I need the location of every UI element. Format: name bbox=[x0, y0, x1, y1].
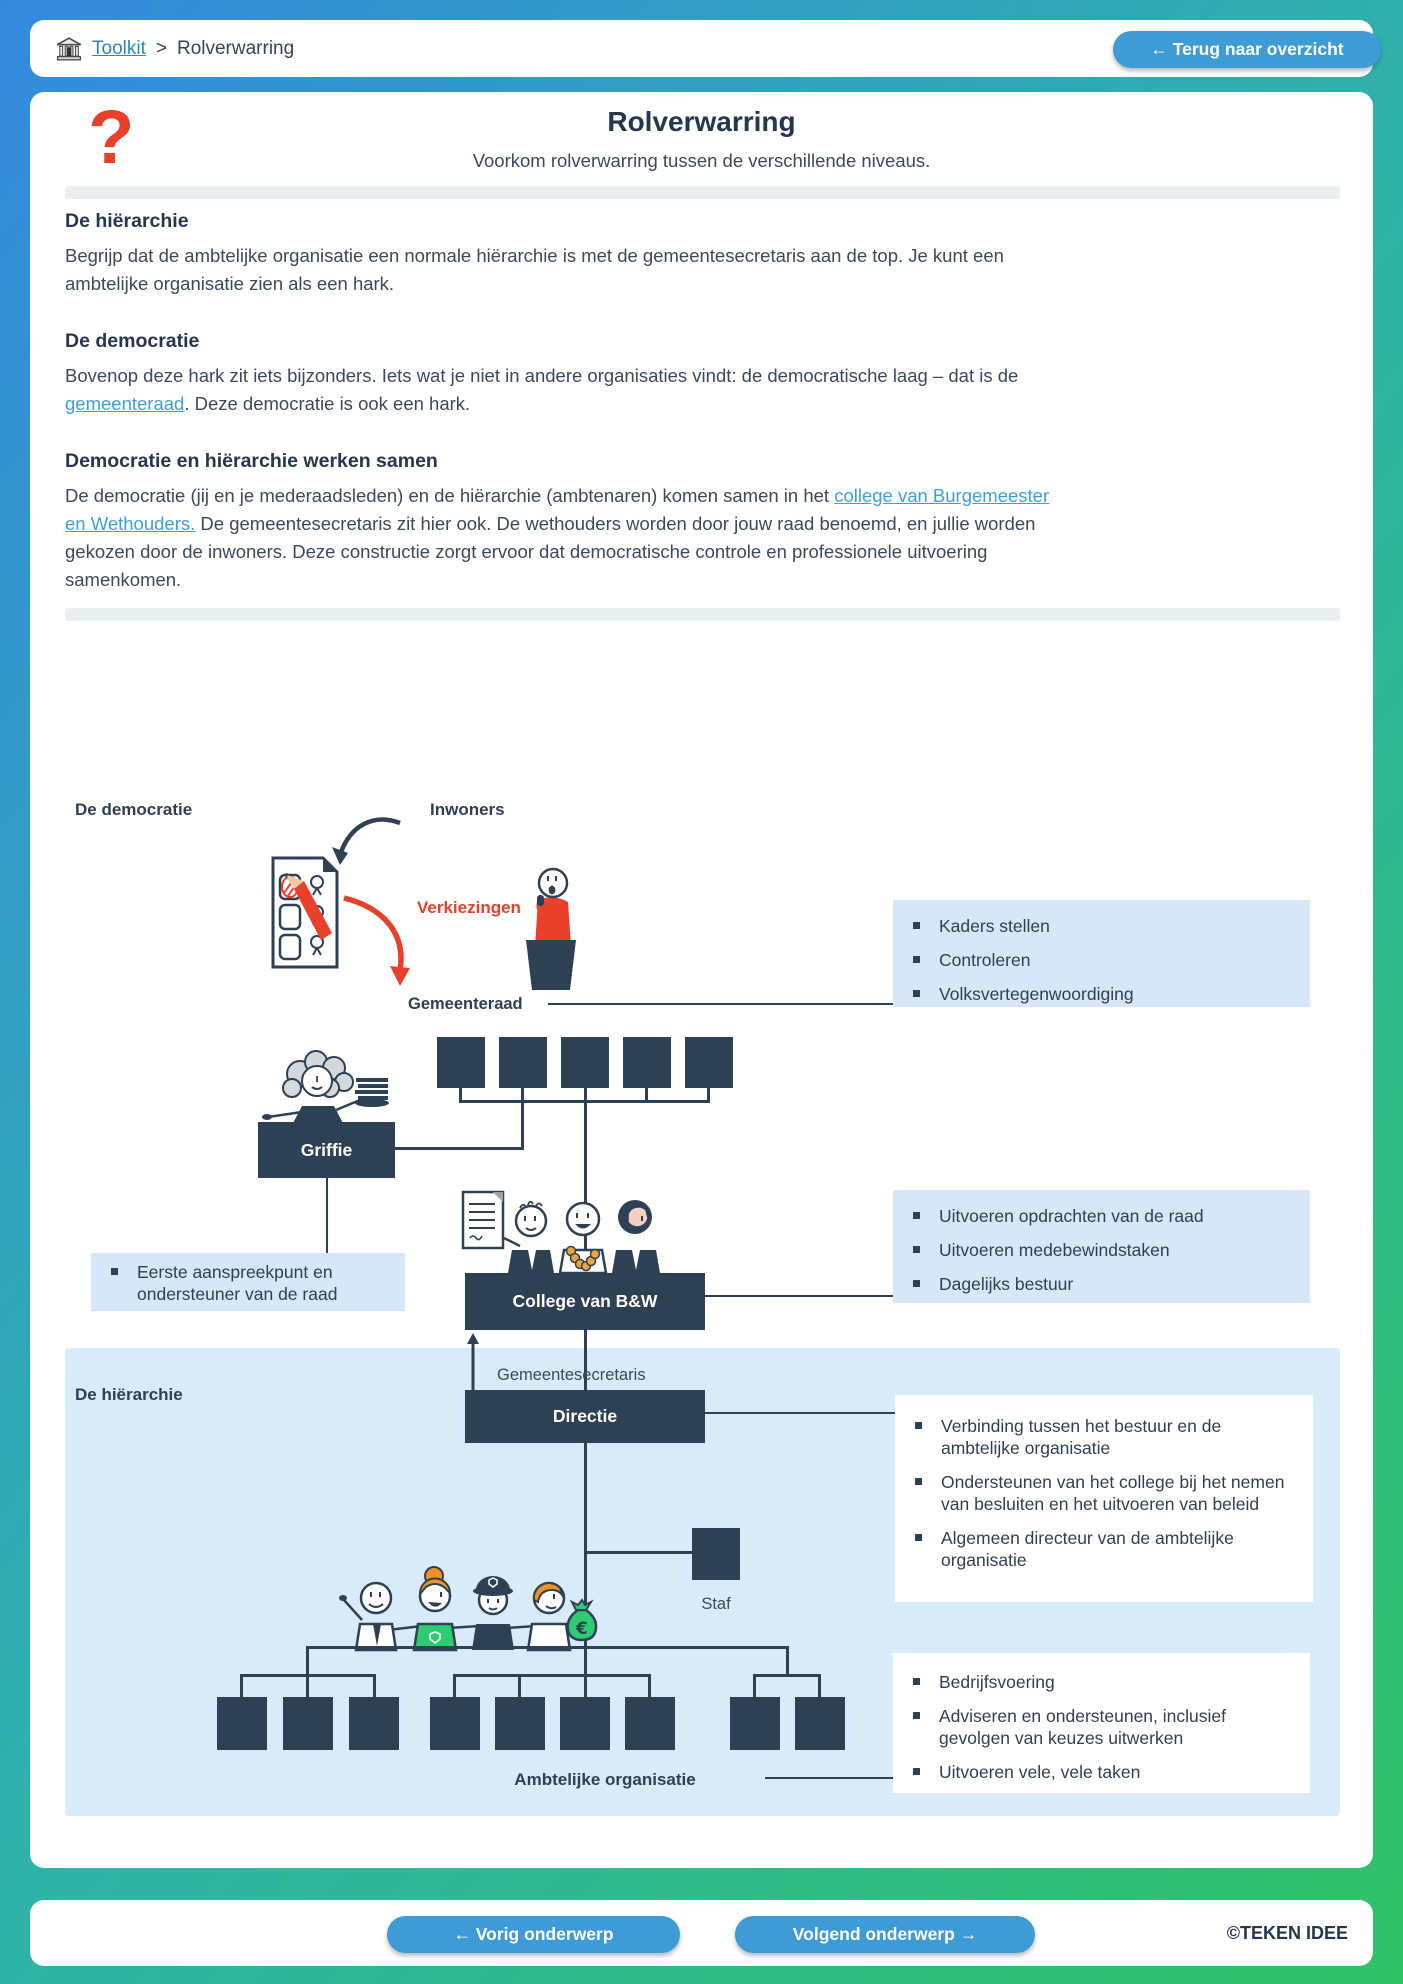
copyright-text: ©TEKEN IDEE bbox=[1226, 1923, 1348, 1943]
body-text: De democratie (jij en je mederaadsleden) en de hiërarchie (ambtenaren) komen samen in het bbox=[65, 485, 835, 506]
body-text: De gemeentesecretaris zit hier ook. De wethouders worden door jouw raad benoemd, en jullie worden gekozen door de inwoners. Deze constructie zorgt ervoor dat democratische controle en professionele uitvoering samenkomen. bbox=[65, 513, 1036, 590]
bullet-item bbox=[913, 1705, 1296, 1749]
gemeentesecretaris-label: Gemeentesecretaris bbox=[497, 1366, 646, 1384]
raad-member-square bbox=[437, 1037, 485, 1088]
diagram-ambtelijke-label: Ambtelijke organisatie bbox=[514, 1770, 696, 1789]
bullet-square-icon bbox=[915, 1478, 922, 1485]
connector-line bbox=[818, 1674, 821, 1697]
org-unit-square bbox=[560, 1697, 610, 1750]
college-box: College van B&W bbox=[465, 1273, 705, 1330]
bullet-text: Volksvertegenwoordiging bbox=[939, 984, 1134, 1004]
connector-line bbox=[585, 1551, 692, 1554]
bullet-text: Controleren bbox=[939, 950, 1031, 970]
diagram-verkiezingen-label: Verkiezingen bbox=[417, 898, 521, 917]
bullet-text: Uitvoeren opdrachten van de raad bbox=[939, 1206, 1204, 1226]
verkiezingen-arrow-icon bbox=[338, 888, 420, 988]
connector-line bbox=[453, 1674, 456, 1697]
diagram-democracy-label: De democratie bbox=[75, 800, 193, 819]
bullet-square-icon bbox=[913, 956, 920, 963]
bullet-item bbox=[913, 915, 1296, 937]
bullet-item bbox=[913, 1239, 1296, 1261]
connector-line bbox=[394, 1147, 524, 1150]
connector-line bbox=[240, 1674, 376, 1677]
bank-building-icon bbox=[56, 37, 82, 61]
bullet-text: Uitvoeren medebewindstaken bbox=[939, 1240, 1170, 1260]
bullet-text: Bedrijfsvoering bbox=[939, 1672, 1055, 1692]
section-samen-body bbox=[65, 482, 1050, 594]
diagram-hierarchy-label: De hiërarchie bbox=[75, 1385, 183, 1404]
bullet-square-icon bbox=[913, 1712, 920, 1719]
connector-line bbox=[240, 1674, 243, 1697]
diagram-gemeenteraad-label: Gemeenteraad bbox=[408, 995, 523, 1013]
bullet-item bbox=[111, 1261, 391, 1305]
college-link[interactable]: college van Burgemeester en Wethouders. bbox=[65, 485, 1050, 534]
bullet-text: Kaders stellen bbox=[939, 916, 1050, 936]
org-unit-square bbox=[217, 1697, 267, 1750]
bullet-text: Ondersteunen van het college bij het nemen van besluiten en het uitvoeren van beleid bbox=[941, 1472, 1285, 1514]
bullet-text: Eerste aanspreekpunt en ondersteuner van de raad bbox=[137, 1262, 338, 1304]
back-to-overview-button[interactable]: ← Terug naar overzicht bbox=[1113, 31, 1381, 68]
connector-line bbox=[786, 1646, 789, 1676]
bullet-item bbox=[913, 1205, 1296, 1227]
staf-square bbox=[692, 1528, 740, 1580]
raad-member-square bbox=[623, 1037, 671, 1088]
connector-line bbox=[705, 1295, 893, 1297]
raad-member-square bbox=[499, 1037, 547, 1088]
connector-line bbox=[648, 1674, 651, 1697]
bullet-text: Dagelijks bestuur bbox=[939, 1274, 1074, 1294]
connector-line bbox=[373, 1674, 376, 1697]
question-mark-icon: ? bbox=[88, 95, 135, 180]
bullet-square-icon bbox=[111, 1268, 118, 1275]
next-topic-button[interactable]: Volgend onderwerp → bbox=[735, 1916, 1035, 1953]
bullet-square-icon bbox=[915, 1422, 922, 1429]
breadcrumb-toolkit-link[interactable]: Toolkit bbox=[92, 37, 146, 59]
org-unit-square bbox=[430, 1697, 480, 1750]
separator bbox=[65, 608, 1340, 621]
bullet-item bbox=[913, 1671, 1296, 1693]
bullet-item bbox=[915, 1527, 1299, 1571]
diagram-inwoners-label: Inwoners bbox=[430, 800, 505, 819]
connector-line bbox=[753, 1674, 821, 1677]
connector-line bbox=[518, 1674, 521, 1697]
connector-line bbox=[753, 1674, 756, 1697]
bullet-square-icon bbox=[913, 922, 920, 929]
college-tasks-box bbox=[893, 1190, 1310, 1303]
connector-line bbox=[453, 1674, 651, 1677]
org-unit-square bbox=[349, 1697, 399, 1750]
bullet-square-icon bbox=[913, 990, 920, 997]
prev-topic-button[interactable]: ← Vorig onderwerp bbox=[387, 1916, 680, 1953]
breadcrumb-bar bbox=[30, 20, 1373, 77]
body-text: . Deze democratie is ook een hark. bbox=[184, 393, 471, 414]
bullet-text: Verbinding tussen het bestuur en de ambtelijke organisatie bbox=[941, 1416, 1222, 1458]
speaker-figure bbox=[520, 866, 582, 991]
bullet-text: Adviseren en ondersteunen, inclusief gevolgen van keuzes uitwerken bbox=[939, 1706, 1226, 1748]
footer-bar bbox=[30, 1900, 1373, 1966]
org-unit-square bbox=[625, 1697, 675, 1750]
raad-tasks-box bbox=[893, 900, 1310, 1007]
griffie-tasks-box bbox=[91, 1253, 405, 1311]
breadcrumb-separator: > bbox=[155, 37, 167, 59]
bullet-item bbox=[913, 949, 1296, 971]
page-subtitle: Voorkom rolverwarring tussen de verschillende niveaus. bbox=[472, 150, 931, 171]
bullet-text: Algemeen directeur van de ambtelijke organisatie bbox=[941, 1528, 1234, 1570]
connector-line bbox=[548, 1003, 893, 1005]
connector-line bbox=[765, 1777, 893, 1779]
svg-text:€: € bbox=[576, 1619, 588, 1639]
bullet-square-icon bbox=[913, 1768, 920, 1775]
ballot-icon bbox=[270, 855, 340, 970]
bullet-item bbox=[913, 1273, 1296, 1295]
bullet-text: Uitvoeren vele, vele taken bbox=[939, 1762, 1141, 1782]
separator bbox=[65, 186, 1340, 199]
page-title: Rolverwarring bbox=[607, 106, 796, 137]
body-text: Bovenop deze hark zit iets bijzonders. Iets wat je niet in andere organisaties vindt: de democratische laag – dat is de bbox=[65, 365, 1019, 386]
directie-box: Directie bbox=[465, 1390, 705, 1443]
griffier-figure bbox=[260, 1050, 392, 1125]
org-unit-square bbox=[283, 1697, 333, 1750]
raad-member-square bbox=[561, 1037, 609, 1088]
connector-line bbox=[521, 1100, 524, 1150]
organisatie-tasks-box bbox=[893, 1653, 1310, 1793]
section-hierarchie-body: Begrijp dat de ambtelijke organisatie een normale hiërarchie is met de gemeentesecretaris aan de top. Je kunt een ambtelijke organisatie zien als een hark. bbox=[65, 245, 1004, 294]
connector-line bbox=[326, 1178, 328, 1253]
directie-tasks-box bbox=[895, 1395, 1313, 1602]
section-hierarchie-heading: De hiërarchie bbox=[65, 210, 189, 232]
org-unit-square bbox=[730, 1697, 780, 1750]
bullet-item bbox=[915, 1415, 1299, 1459]
bullet-item bbox=[913, 983, 1296, 1005]
raad-member-square bbox=[685, 1037, 733, 1088]
connector-line bbox=[705, 1412, 895, 1414]
connector-line bbox=[584, 1649, 587, 1697]
bullet-item bbox=[915, 1471, 1299, 1515]
staf-label: Staf bbox=[701, 1595, 731, 1613]
gemeenteraad-link[interactable]: gemeenteraad bbox=[65, 393, 185, 414]
bullet-square-icon bbox=[915, 1534, 922, 1541]
section-samen-heading: Democratie en hiërarchie werken samen bbox=[65, 450, 438, 472]
bullet-square-icon bbox=[913, 1212, 920, 1219]
bullet-item bbox=[913, 1761, 1296, 1783]
breadcrumb-current: Rolverwarring bbox=[176, 37, 295, 59]
connector-line bbox=[306, 1646, 789, 1649]
griffie-box: Griffie bbox=[258, 1122, 395, 1178]
college-figures bbox=[458, 1188, 676, 1273]
bullet-square-icon bbox=[913, 1280, 920, 1287]
civil-servants-figures bbox=[338, 1558, 596, 1650]
bullet-square-icon bbox=[913, 1246, 920, 1253]
section-democratie-body bbox=[65, 362, 1040, 418]
connector-line bbox=[306, 1646, 309, 1697]
section-democratie-heading: De democratie bbox=[65, 330, 200, 352]
org-unit-square bbox=[795, 1697, 845, 1750]
bullet-square-icon bbox=[913, 1678, 920, 1685]
org-unit-square bbox=[495, 1697, 545, 1750]
